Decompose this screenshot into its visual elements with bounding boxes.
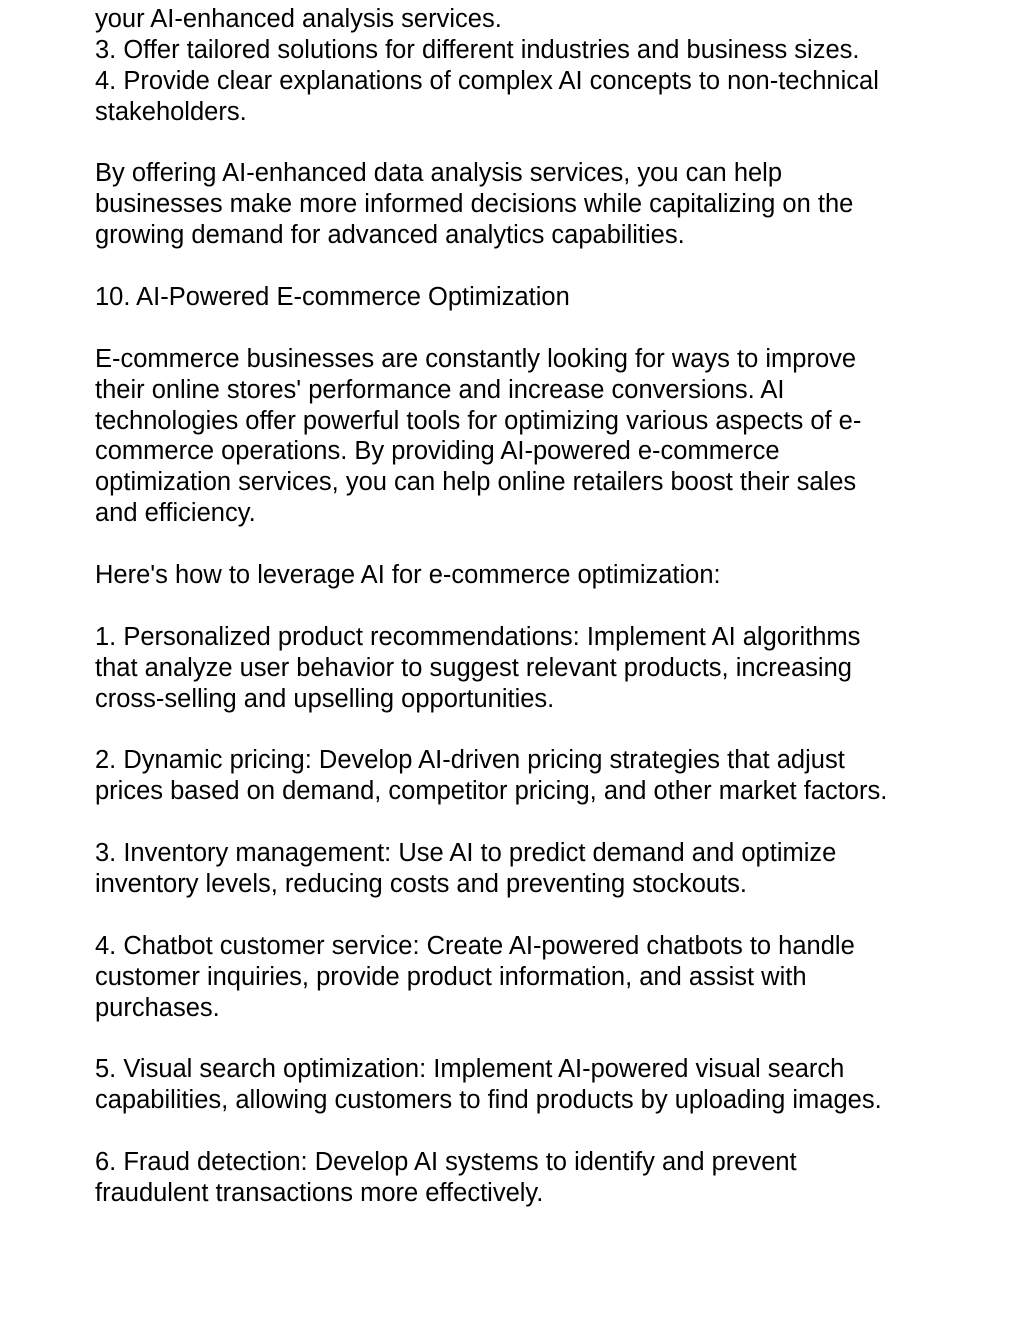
text-line: 6. Fraud detection: Develop AI systems to identify and prevent <box>95 1147 797 1176</box>
conclusion-paragraph <box>95 158 955 251</box>
text-line: and efficiency. <box>95 499 256 528</box>
text-line: 4. Chatbot customer service: Create AI-powered chatbots to handle <box>95 931 855 960</box>
section-intro-paragraph <box>95 344 955 529</box>
paragraph-spacer <box>95 251 955 282</box>
text-line: prices based on demand, competitor pricing, and other market factors. <box>95 777 888 806</box>
text-line: purchases. <box>95 993 220 1022</box>
paragraph-spacer <box>95 1116 955 1147</box>
text-line: that analyze user behavior to suggest relevant products, increasing <box>95 653 852 682</box>
paragraph-spacer <box>95 714 955 745</box>
list-item <box>95 622 955 715</box>
document-page <box>95 4 955 1209</box>
text-line: your AI-enhanced analysis services. <box>95 5 502 33</box>
text-line: 1. Personalized product recommendations: Implement AI algorithms <box>95 622 861 651</box>
text-line: customer inquiries, provide product information, and assist with <box>95 962 807 991</box>
paragraph-spacer <box>95 529 955 560</box>
list-item <box>95 838 955 900</box>
text-line: businesses make more informed decisions while capitalizing on the <box>95 190 854 219</box>
text-line: 3. Inventory management: Use AI to predict demand and optimize <box>95 839 837 868</box>
text-line: 5. Visual search optimization: Implement AI-powered visual search <box>95 1055 845 1084</box>
text-line: stakeholders. <box>95 97 247 126</box>
paragraph-spacer <box>95 1023 955 1054</box>
text-line: By offering AI-enhanced data analysis services, you can help <box>95 159 783 188</box>
text-line: technologies offer powerful tools for optimizing various aspects of e- <box>95 406 862 435</box>
text-line: their online stores' performance and increase conversions. AI <box>95 375 785 404</box>
text-line: capabilities, allowing customers to find products by uploading images. <box>95 1086 882 1115</box>
intro-list-paragraph <box>95 4 955 128</box>
text-line: 3. Offer tailored solutions for different industries and business sizes. <box>95 35 860 64</box>
text-line: commerce operations. By providing AI-powered e-commerce <box>95 437 780 466</box>
list-item <box>95 745 955 807</box>
text-line: cross-selling and upselling opportunities. <box>95 684 555 713</box>
text-line: 4. Provide clear explanations of complex AI concepts to non-technical <box>95 66 879 95</box>
text-line: inventory levels, reducing costs and preventing stockouts. <box>95 869 748 898</box>
text-line: fraudulent transactions more effectively. <box>95 1178 544 1207</box>
text-line: optimization services, you can help online retailers boost their sales <box>95 468 857 497</box>
howto-lead: Here's how to leverage AI for e-commerce optimization: <box>95 561 721 590</box>
list-item <box>95 1054 955 1116</box>
paragraph-spacer <box>95 807 955 838</box>
list-item <box>95 931 955 1024</box>
paragraph-spacer <box>95 128 955 159</box>
section-heading: 10. AI-Powered E-commerce Optimization <box>95 283 570 312</box>
text-line: growing demand for advanced analytics capabilities. <box>95 221 685 250</box>
list-item <box>95 1147 955 1209</box>
text-line: 2. Dynamic pricing: Develop AI-driven pricing strategies that adjust <box>95 746 845 775</box>
text-line: E-commerce businesses are constantly looking for ways to improve <box>95 344 857 373</box>
paragraph-spacer <box>95 591 955 622</box>
paragraph-spacer <box>95 900 955 931</box>
paragraph-spacer <box>95 313 955 344</box>
